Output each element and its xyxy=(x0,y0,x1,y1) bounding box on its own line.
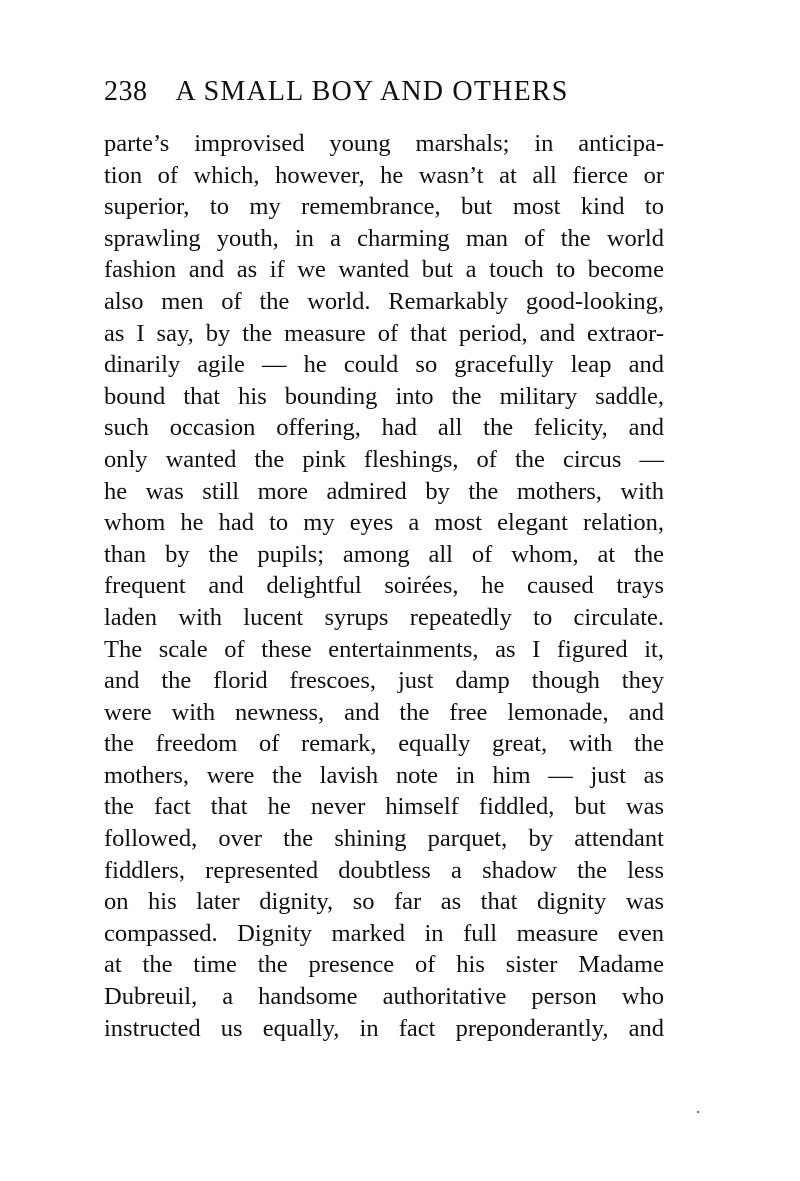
text-line: compassed. Dignity marked in full measure even xyxy=(104,919,664,947)
text-line: only wanted the pink fleshings, of the circus — xyxy=(104,445,664,473)
text-line: frequent and delightful soirées, he caused trays xyxy=(104,572,664,600)
text-line: mothers, were the lavish note in him — just as xyxy=(104,761,664,789)
text-line: and the florid frescoes, just damp though they xyxy=(104,667,664,695)
text-line: dinarily agile — he could so gracefully leap and xyxy=(104,351,664,379)
text-line: sprawling youth, in a charming man of the world xyxy=(104,224,664,252)
text-line: bound that his bounding into the military saddle, xyxy=(104,382,664,410)
text-line: were with newness, and the free lemonade, and xyxy=(104,698,664,726)
scan-speck xyxy=(697,1111,699,1113)
text-line: the fact that he never himself fiddled, but was xyxy=(104,793,664,821)
text-line: fashion and as if we wanted but a touch to become xyxy=(104,256,664,284)
text-line: on his later dignity, so far as that dignity was xyxy=(104,888,664,916)
page-number: 238 xyxy=(104,76,148,107)
text-line: The scale of these entertainments, as I figured it, xyxy=(104,635,664,663)
book-title: A SMALL BOY AND OTHERS xyxy=(175,76,569,107)
text-line: laden with lucent syrups repeatedly to circulate. xyxy=(104,603,664,631)
text-line: parte’s improvised young marshals; in anticipa- xyxy=(104,130,664,157)
text-line: Dubreuil, a handsome authoritative person who xyxy=(104,983,664,1011)
text-line: instructed us equally, in fact preponderantly, and xyxy=(104,1014,664,1042)
text-line: as I say, by the measure of that period, and extraor- xyxy=(104,319,664,347)
text-line: the freedom of remark, equally great, with the xyxy=(104,730,664,758)
running-head xyxy=(104,76,664,116)
text-line: tion of which, however, he wasn’t at all fierce or xyxy=(104,161,664,189)
text-line: superior, to my remembrance, but most kind to xyxy=(104,193,664,221)
text-line: he was still more admired by the mothers, with xyxy=(104,477,664,505)
text-line: followed, over the shining parquet, by attendant xyxy=(104,825,664,853)
text-line: at the time the presence of his sister Madame xyxy=(104,951,664,979)
text-line: whom he had to my eyes a most elegant relation, xyxy=(104,509,664,537)
body-text xyxy=(104,128,664,1044)
text-line: also men of the world. Remarkably good-looking, xyxy=(104,287,664,315)
text-line: than by the pupils; among all of whom, at the xyxy=(104,540,664,568)
text-line: fiddlers, represented doubtless a shadow the less xyxy=(104,856,664,884)
text-line: such occasion offering, had all the felicity, and xyxy=(104,414,664,442)
